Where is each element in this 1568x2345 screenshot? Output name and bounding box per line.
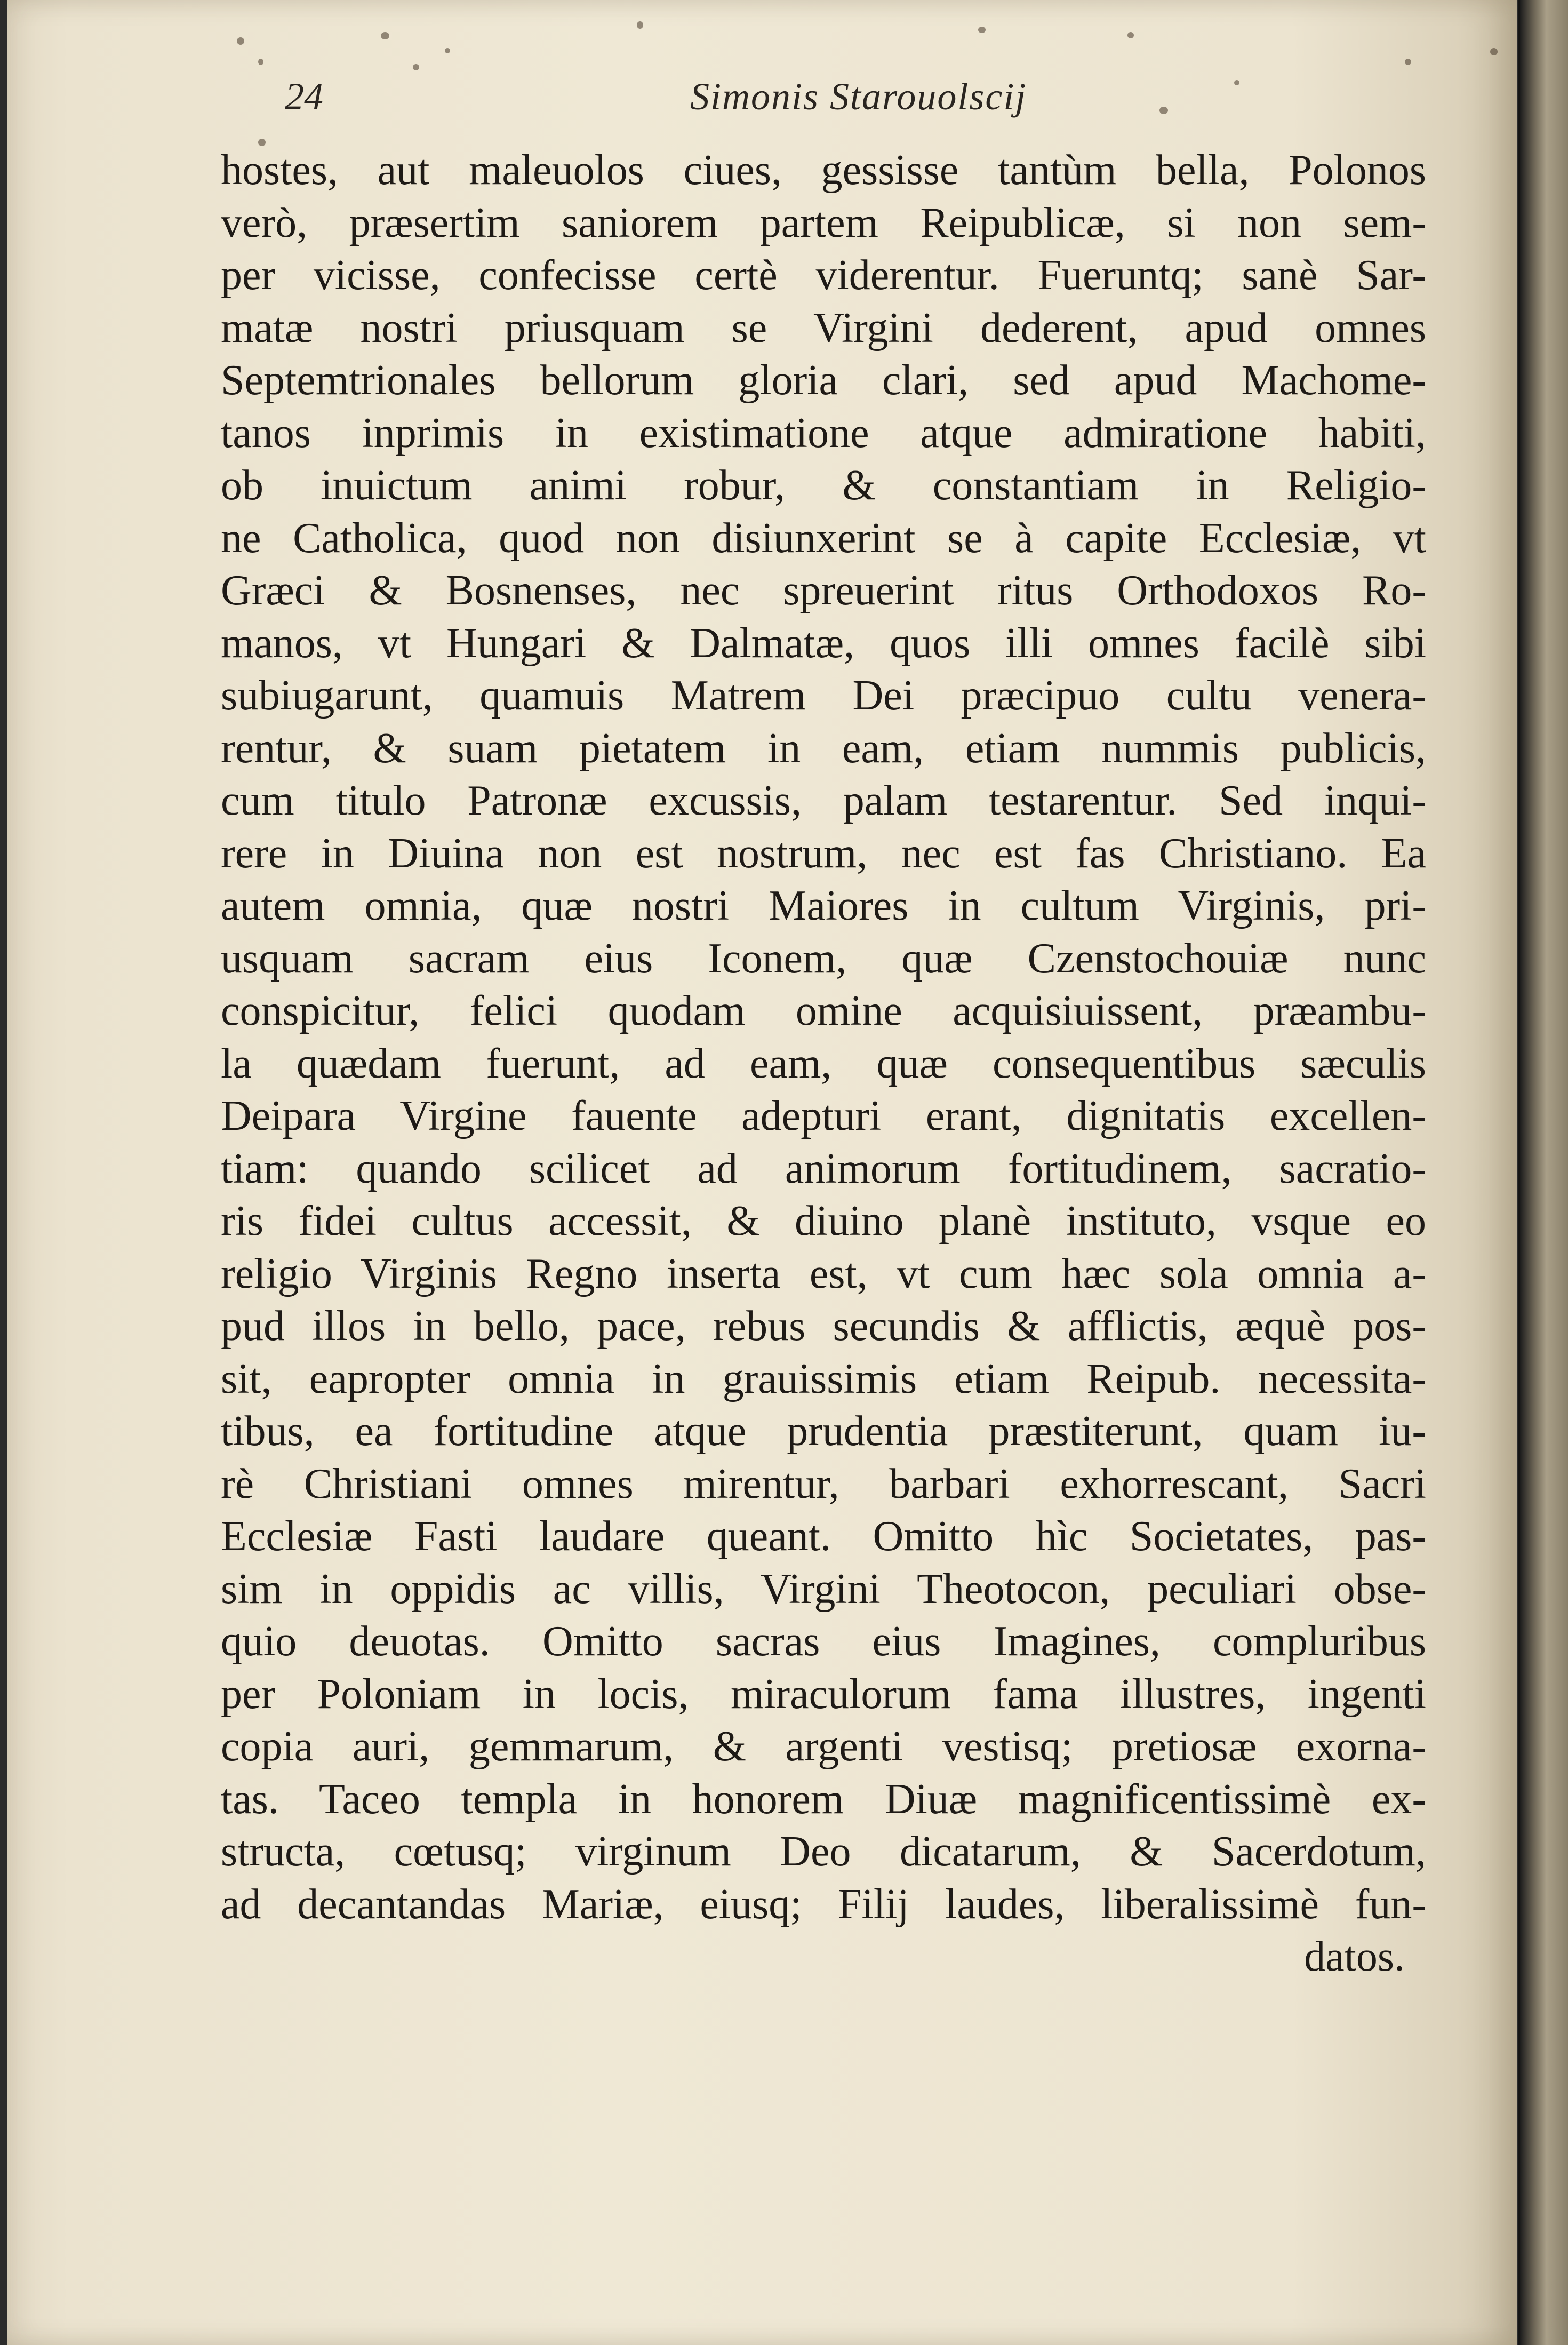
text-line: copia auri, gemmarum, & argenti vestisq; pretiosæ exorna-	[221, 1723, 1426, 1770]
page-number: 24	[285, 75, 323, 118]
text-line: manos, vt Hungari & Dalmatæ, quos illi omnes facilè sibi	[221, 619, 1426, 667]
text-line: la quædam fuerunt, ad eam, quæ consequentibus sæculis	[221, 1040, 1426, 1087]
text-line: conspicitur, felici quodam omine acquisiuissent, præambu-	[221, 987, 1426, 1034]
text-line: per Poloniam in locis, miraculorum fama illustres, ingenti	[221, 1670, 1426, 1718]
ink-speck	[258, 59, 263, 65]
text-line: Deipara Virgine fauente adepturi erant, dignitatis excellen-	[221, 1092, 1426, 1139]
text-line: Græci & Bosnenses, nec spreuerint ritus Orthodoxos Ro-	[221, 567, 1426, 614]
text-line: ne Catholica, quod non disiunxerint se à capite Ecclesiæ, vt	[221, 514, 1426, 562]
text-line: hostes, aut maleuolos ciues, gessisse tantùm bella, Polonos	[221, 147, 1426, 194]
body-text	[221, 144, 1426, 1983]
text-line: quio deuotas. Omitto sacras eius Imagines, compluribus	[221, 1618, 1426, 1665]
ink-speck	[978, 27, 986, 33]
text-line: cum titulo Patronæ excussis, palam testarentur. Sed inqui-	[221, 777, 1426, 824]
text-line: ob inuictum animi robur, & constantiam in Religio-	[221, 462, 1426, 509]
text-line: rere in Diuina non est nostrum, nec est fas Christiano. Ea	[221, 829, 1426, 877]
ink-speck	[1127, 32, 1134, 38]
ink-speck	[237, 37, 244, 45]
text-line: pud illos in bello, pace, rebus secundis & afflictis, æquè pos-	[221, 1303, 1426, 1350]
text-line: tiam: quando scilicet ad animorum fortitudinem, sacratio-	[221, 1145, 1426, 1192]
ink-speck	[1490, 48, 1498, 55]
running-head	[231, 69, 1351, 133]
ink-speck	[445, 48, 450, 53]
ink-speck	[381, 32, 389, 39]
text-line: ad decantandas Mariæ, eiusq; Filij laudes, liberalissimè fun-	[221, 1880, 1426, 1928]
facing-page-edge	[1520, 0, 1568, 2345]
text-line: verò, præsertim saniorem partem Reipublicæ, si non sem-	[221, 199, 1426, 246]
text-line: Septemtrionales bellorum gloria clari, sed apud Machome-	[221, 357, 1426, 404]
ink-speck	[1405, 59, 1411, 65]
text-line: subiugarunt, quamuis Matrem Dei præcipuo cultu venera-	[221, 672, 1426, 719]
text-line: rentur, & suam pietatem in eam, etiam nummis publicis,	[221, 724, 1426, 772]
text-line: Ecclesiæ Fasti laudare queant. Omitto hìc Societates, pas-	[221, 1513, 1426, 1560]
text-line: tas. Taceo templa in honorem Diuæ magnificentissimè ex-	[221, 1775, 1426, 1823]
text-line: per vicisse, confecisse certè viderentur. Fueruntq; sanè Sar-	[221, 252, 1426, 299]
text-line: sit, eapropter omnia in grauissimis etiam Reipub. necessita-	[221, 1355, 1426, 1402]
text-line: tanos inprimis in existimatione atque admiratione habiti,	[221, 409, 1426, 457]
text-line: ris fidei cultus accessit, & diuino planè instituto, vsque eo	[221, 1198, 1426, 1245]
text-line: usquam sacram eius Iconem, quæ Czenstochouiæ nunc	[221, 935, 1426, 982]
text-line: matæ nostri priusquam se Virgini dederent, apud omnes	[221, 304, 1426, 352]
catchword: datos.	[1304, 1933, 1405, 1980]
text-line: autem omnia, quæ nostri Maiores in cultum Virginis, pri-	[221, 882, 1426, 929]
text-line: rè Christiani omnes mirentur, barbari exhorrescant, Sacri	[221, 1460, 1426, 1508]
text-line: sim in oppidis ac villis, Virgini Theotocon, peculiari obse-	[221, 1565, 1426, 1613]
text-line: tibus, ea fortitudine atque prudentia præstiterunt, quam iu-	[221, 1408, 1426, 1455]
text-line: structa, cœtusq; virginum Deo dicatarum, & Sacerdotum,	[221, 1828, 1426, 1875]
ink-speck	[637, 21, 643, 29]
text-line: religio Virginis Regno inserta est, vt cum hæc sola omnia a-	[221, 1250, 1426, 1297]
book-page	[7, 0, 1517, 2345]
running-title: Simonis Starouolscij	[690, 75, 1027, 118]
